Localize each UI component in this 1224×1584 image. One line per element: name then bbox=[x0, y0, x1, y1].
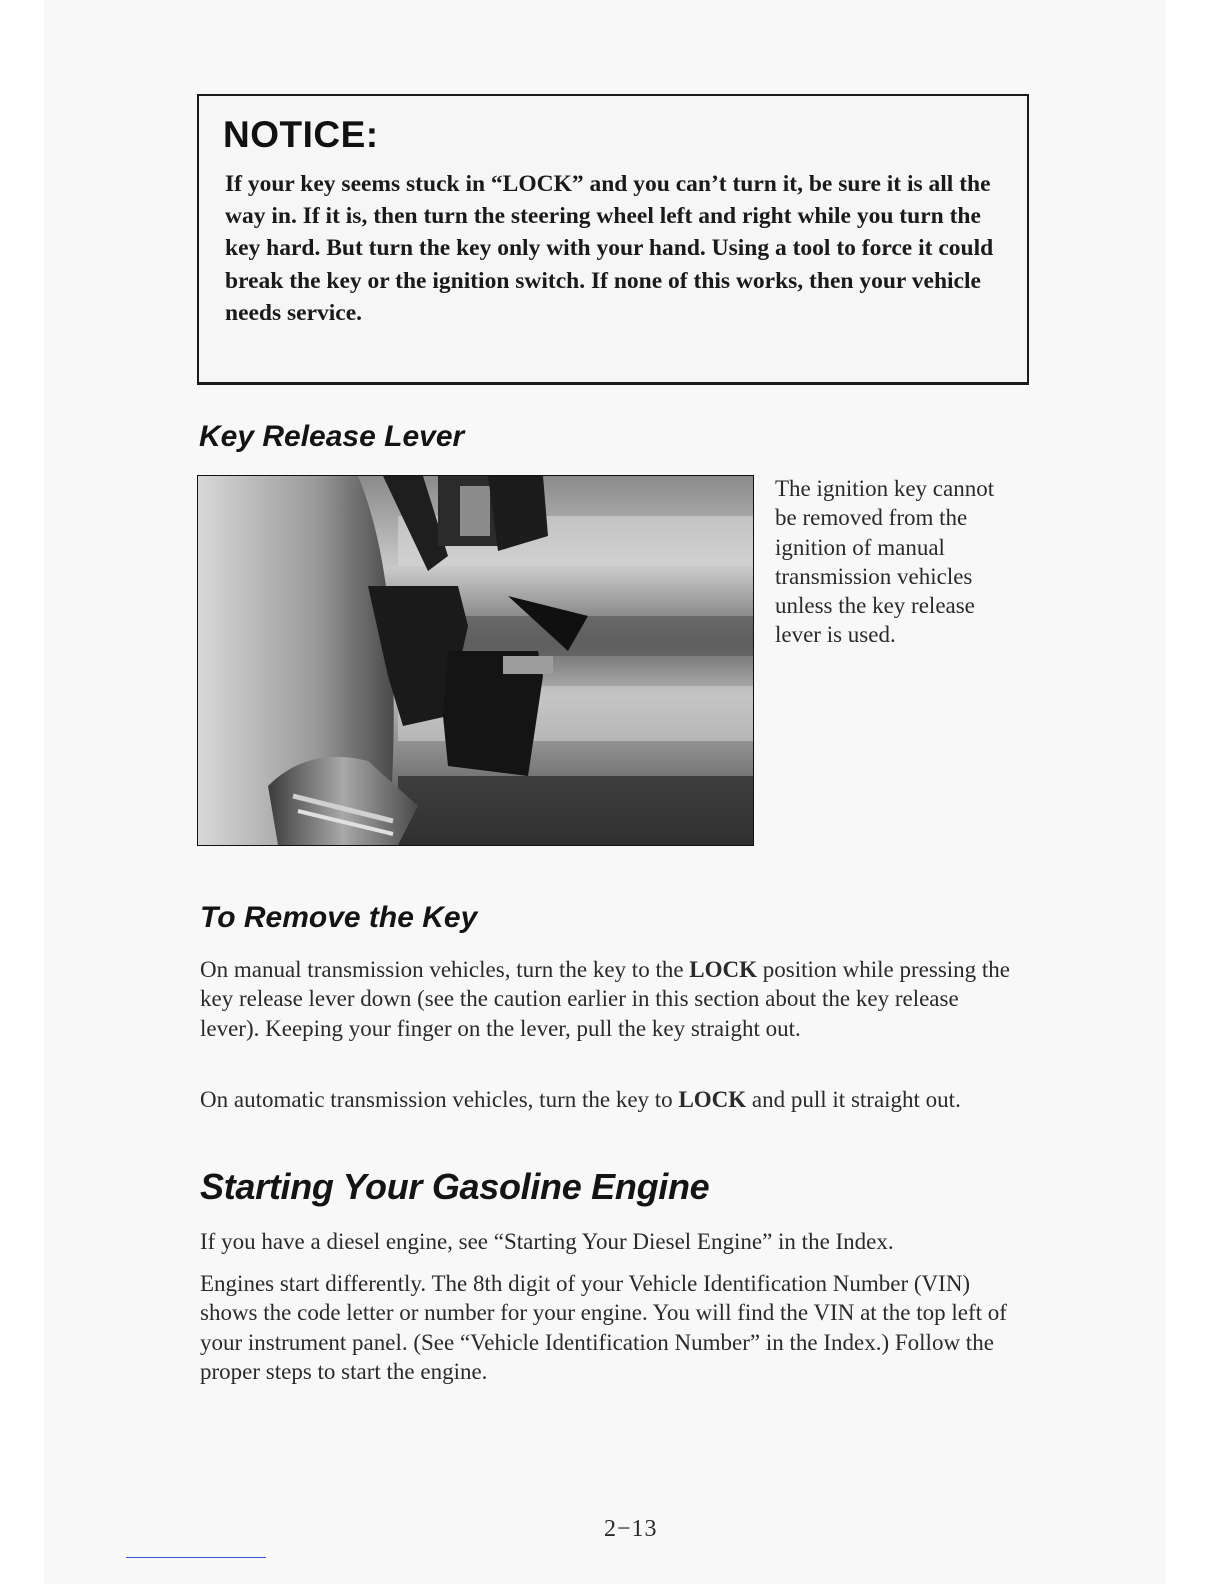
text-run: position while pressing the key release lever down (see the caution earlier in this section about the key release lever). Keeping your finger on the lever, pull the key straight out. bbox=[200, 957, 1011, 1041]
text-run: On automatic transmission vehicles, turn the key to bbox=[200, 1087, 679, 1112]
text-run: and pull it straight out. bbox=[746, 1087, 961, 1112]
lock-bold: LOCK bbox=[689, 957, 758, 982]
lock-bold: LOCK bbox=[678, 1087, 747, 1112]
starting-engine-heading: Starting Your Gasoline Engine bbox=[200, 1166, 710, 1207]
key-release-side-text: The ignition key cannot be removed from the ignition of manual transmission vehicles unless the key release lever is used. bbox=[775, 476, 995, 648]
to-remove-key-heading: To Remove the Key bbox=[200, 901, 478, 934]
page-number: 2−13 bbox=[604, 1516, 658, 1542]
starting-paragraph-1: If you have a diesel engine, see “Starting Your Diesel Engine” in the Index. bbox=[200, 1229, 894, 1254]
notice-box bbox=[197, 94, 1029, 384]
remove-key-paragraph-2 bbox=[200, 1085, 1015, 1114]
key-release-lever-photo bbox=[197, 475, 754, 846]
key-release-lever-heading: Key Release Lever bbox=[199, 420, 465, 453]
notice-title: NOTICE: bbox=[223, 114, 379, 155]
starting-paragraph-2: Engines start differently. The 8th digit of your Vehicle Identification Number (VIN) shows the code letter or number for your engine. You will find the VIN at the top left of your instrument panel. (See “Vehicle Identification Number” in the Index.) Follow the proper steps to start the engine. bbox=[200, 1271, 1007, 1384]
notice-text: If your key seems stuck in “LOCK” and you can’t turn it, be sure it is all the way in. If it is, then turn the steering wheel left and right while you turn the key hard. But turn the key only with your hand. Using a tool to force it could break the key or the ignition switch. If none of this works, then your vehicle needs service. bbox=[225, 171, 994, 326]
footer-rule bbox=[126, 1557, 266, 1558]
remove-key-paragraph-1 bbox=[200, 955, 1015, 1043]
text-run: On manual transmission vehicles, turn the key to the bbox=[200, 957, 690, 982]
